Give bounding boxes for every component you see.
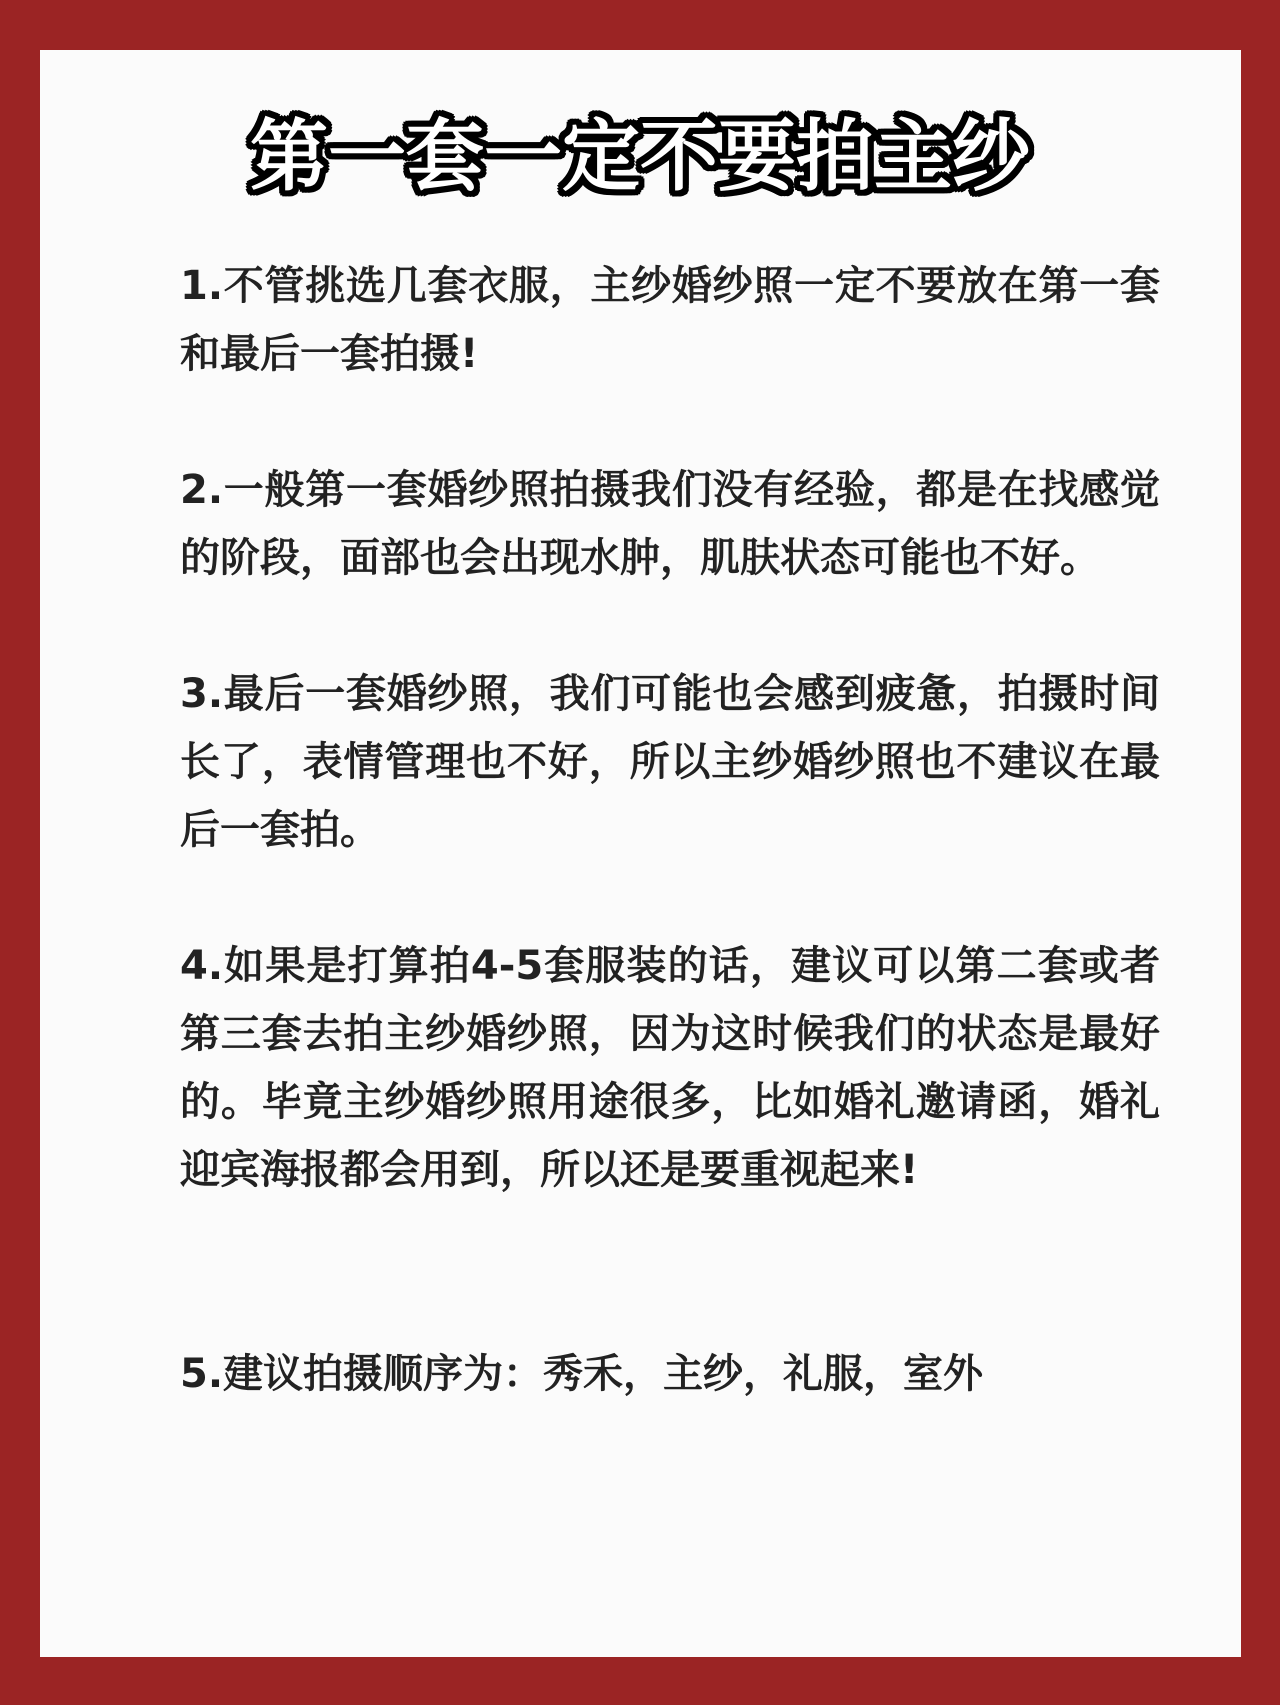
paragraph-4: 4.如果是打算拍4-5套服装的话，建议可以第二套或者第三套去拍主纱婚纱照，因为这时候我们的状态是最好的。毕竟主纱婚纱照用途很多，比如婚礼邀请函，婚礼迎宾海报都会用到，所以还是要重视起来!	[180, 943, 1160, 1193]
paragraph-3: 3.最后一套婚纱照，我们可能也会感到疲惫，拍摄时间长了，表情管理也不好，所以主纱婚纱照也不建议在最后一套拍。	[180, 671, 1160, 853]
paragraph-1: 1.不管挑选几套衣服，主纱婚纱照一定不要放在第一套和最后一套拍摄!	[180, 263, 1160, 377]
paragraph-2: 2.一般第一套婚纱照拍摄我们没有经验，都是在找感觉的阶段，面部也会出现水肿，肌肤状态可能也不好。	[180, 467, 1160, 581]
paragraph-5: 5.建议拍摄顺序为：秀禾，主纱，礼服，室外	[180, 1351, 984, 1397]
page-title: 第一套一定不要拍主纱	[249, 112, 1030, 202]
